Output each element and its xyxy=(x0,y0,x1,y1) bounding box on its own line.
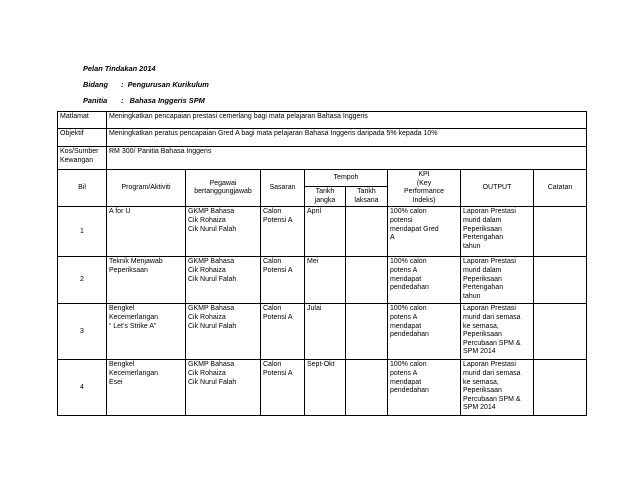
row-catatan xyxy=(534,304,587,360)
row-tarikh-laksana xyxy=(346,257,388,304)
row-kpi-line: pendedahan xyxy=(390,284,429,292)
col-tarikh-laksana-line: laksana xyxy=(354,196,379,204)
row-pegawai-line: GKMP Bahasa xyxy=(188,305,235,313)
row-kpi-line: pendedahan xyxy=(390,331,429,339)
panitia-value: : Bahasa Inggeris SPM xyxy=(121,96,205,105)
column-header-row xyxy=(58,170,587,187)
row-pegawai xyxy=(186,207,261,257)
row-kpi-line: mendapat xyxy=(390,275,422,283)
col-output: OUTPUT xyxy=(461,170,534,207)
row-sasaran-line: Calon xyxy=(263,361,282,369)
row-tarikh-jangka: April xyxy=(305,207,346,257)
row-output-line: Pertengahan xyxy=(463,234,504,242)
row-sasaran-line: Potensi A xyxy=(263,216,293,224)
plan-row xyxy=(58,207,587,257)
row-output-line: ke semasa, xyxy=(463,378,499,386)
row-sasaran-line: Potensi A xyxy=(263,266,293,274)
row-tarikh-jangka: Julai xyxy=(305,304,346,360)
row-output xyxy=(461,360,534,416)
row-output-line: Peperiksaan xyxy=(463,387,502,395)
row-kpi xyxy=(388,257,461,304)
row-output-line: Laporan Prestasi xyxy=(463,361,516,369)
row-program xyxy=(107,304,186,360)
row-program xyxy=(107,257,186,304)
action-plan-table xyxy=(57,111,587,416)
bidang-label: Bidang xyxy=(83,80,109,89)
row-program-line: Peperiksaan xyxy=(109,266,148,274)
row-sasaran xyxy=(261,257,305,304)
col-kpi xyxy=(388,170,461,207)
objektif-value: Meningkatkan peratus pencapaian Gred A bagi mata pelajaran Bahasa Inggeris daripada 5% kepada 10% xyxy=(107,129,587,147)
row-pegawai-line: Cik Rohaiza xyxy=(188,216,226,224)
row-output-line: Laporan Prestasi xyxy=(463,208,516,216)
row-pegawai-line: GKMP Bahasa xyxy=(188,361,235,369)
row-kpi-line: mendapat xyxy=(390,322,422,330)
row-kpi-line: A xyxy=(390,234,395,242)
kos-label-line: Kos/Sumber xyxy=(60,148,99,155)
row-output-line: Percubaan SPM & xyxy=(463,395,521,403)
row-program xyxy=(107,207,186,257)
row-pegawai-line: Cik Nurul Falah xyxy=(188,275,237,283)
objektif-label: Objektif xyxy=(58,129,107,147)
row-kpi-line: 100% calon xyxy=(390,208,427,216)
col-tarikh-jangka-line: Tarikh xyxy=(315,188,335,196)
row-sasaran xyxy=(261,207,305,257)
row-tarikh-laksana xyxy=(346,207,388,257)
row-output-line: tahun xyxy=(463,292,481,300)
row-kpi-line: 100% calon xyxy=(390,361,427,369)
row-sasaran xyxy=(261,360,305,416)
row-sasaran-line: Calon xyxy=(263,258,282,266)
col-tarikh-laksana-line: Tarikh xyxy=(357,188,376,196)
row-output-line: tahun xyxy=(463,242,481,250)
row-output-line: SPM 2014 xyxy=(463,404,496,412)
row-kpi xyxy=(388,207,461,257)
row-catatan xyxy=(534,207,587,257)
col-tarikh-laksana xyxy=(346,187,388,207)
row-pegawai xyxy=(186,304,261,360)
row-output-line: Pertengahan xyxy=(463,284,504,292)
row-output-line: Laporan Prestasi xyxy=(463,305,516,313)
row-output-line: murid dalam xyxy=(463,266,502,274)
row-program-line: Teknik Menjawab xyxy=(109,258,163,266)
row-kpi-line: mendapat Gred xyxy=(390,225,439,233)
row-tarikh-jangka: Mei xyxy=(305,257,346,304)
row-pegawai-line: Cik Rohaiza xyxy=(188,266,226,274)
row-program-line: “ Let’s Strike A” xyxy=(109,322,157,330)
row-tarikh-jangka: Sept-Okt xyxy=(305,360,346,416)
col-pegawai-line: Pegawai xyxy=(209,179,237,187)
row-output-line: SPM 2014 xyxy=(463,348,496,356)
row-tarikh-laksana xyxy=(346,304,388,360)
row-program-line: Bengkel xyxy=(109,305,135,313)
col-bil: Bil xyxy=(58,170,107,207)
objektif-row xyxy=(58,129,587,147)
row-program xyxy=(107,360,186,416)
matlamat-row xyxy=(58,112,587,129)
col-tarikh-jangka-line: jangka xyxy=(314,196,336,204)
row-output xyxy=(461,304,534,360)
row-bil: 1 xyxy=(58,207,107,257)
row-program-line: Kecemerlangan xyxy=(109,313,159,321)
col-tarikh-jangka xyxy=(305,187,346,207)
panitia-line xyxy=(83,96,205,105)
row-tarikh-laksana xyxy=(346,360,388,416)
plan-row xyxy=(58,257,587,304)
row-output-line: Peperiksaan xyxy=(463,331,502,339)
row-kpi-line: 100% calon xyxy=(390,305,427,313)
kos-label-line: Kewangan xyxy=(60,156,94,164)
row-kpi-line: potens A xyxy=(390,313,418,321)
row-output xyxy=(461,207,534,257)
row-sasaran-line: Potensi A xyxy=(263,369,293,377)
row-output-line: murid dari semasa xyxy=(463,369,521,377)
row-pegawai xyxy=(186,360,261,416)
row-output-line: Percubaan SPM & xyxy=(463,339,521,347)
col-kpi-line: Performance xyxy=(403,188,445,196)
kos-row xyxy=(58,147,587,170)
row-output xyxy=(461,257,534,304)
row-sasaran-line: Calon xyxy=(263,208,282,216)
row-catatan xyxy=(534,257,587,304)
row-kpi-line: potens A xyxy=(390,369,418,377)
col-pegawai xyxy=(186,170,261,207)
plan-rows xyxy=(58,207,587,416)
row-output-line: ke semasa, xyxy=(463,322,499,330)
plan-row xyxy=(58,304,587,360)
row-bil: 2 xyxy=(58,257,107,304)
row-kpi-line: pendedahan xyxy=(390,387,429,395)
row-kpi-line: mendapat xyxy=(390,378,422,386)
row-sasaran-line: Potensi A xyxy=(263,313,293,321)
row-kpi-line: potensi xyxy=(390,216,413,224)
col-tempoh: Tempoh xyxy=(305,170,388,187)
row-catatan xyxy=(534,360,587,416)
document-title: Pelan Tindakan 2014 xyxy=(83,64,156,73)
row-output-line: Peperiksaan xyxy=(463,225,502,233)
row-pegawai-line: Cik Rohaiza xyxy=(188,313,226,321)
row-program-line: Kecemerlangan xyxy=(109,369,159,377)
row-output-line: murid dalam xyxy=(463,216,502,224)
col-sasaran: Sasaran xyxy=(261,170,305,207)
row-kpi xyxy=(388,304,461,360)
row-kpi-line: potens A xyxy=(390,266,418,274)
panitia-label: Panitia xyxy=(83,96,108,105)
row-kpi-line: 100% calon xyxy=(390,258,427,266)
row-program-line: A for U xyxy=(109,208,131,216)
row-bil: 4 xyxy=(58,360,107,416)
row-kpi xyxy=(388,360,461,416)
row-pegawai xyxy=(186,257,261,304)
plan-row xyxy=(58,360,587,416)
row-pegawai-line: Cik Nurul Falah xyxy=(188,225,237,233)
row-output-line: murid dari semasa xyxy=(463,313,521,321)
row-pegawai-line: Cik Rohaiza xyxy=(188,369,226,377)
row-output-line: Laporan Prestasi xyxy=(463,258,516,266)
kos-value: RM 300/ Panitia Bahasa Inggeris xyxy=(107,147,587,170)
col-kpi-line: KPI xyxy=(418,171,430,178)
bidang-line xyxy=(83,80,209,89)
col-pegawai-line: bertanggungjawab xyxy=(194,188,252,196)
col-program: Program/Aktiviti xyxy=(107,170,186,207)
row-output-line: Peperiksaan xyxy=(463,275,502,283)
matlamat-label: Matlamat xyxy=(58,112,107,129)
row-program-line: Esei xyxy=(109,378,123,386)
row-sasaran-line: Calon xyxy=(263,305,282,313)
kos-label xyxy=(58,147,107,170)
row-sasaran xyxy=(261,304,305,360)
col-kpi-line: Indeks) xyxy=(412,196,436,204)
bidang-value: : Pengurusan Kurikulum xyxy=(121,80,209,89)
col-kpi-line: (Key xyxy=(416,179,432,187)
matlamat-value: Meningkatkan pencapaian prestasi cemerlang bagi mata pelajaran Bahasa Inggeris xyxy=(107,112,587,129)
row-pegawai-line: Cik Nurul Falah xyxy=(188,378,237,386)
row-pegawai-line: Cik Nurul Falah xyxy=(188,322,237,330)
row-program-line: Bengkel xyxy=(109,361,135,369)
col-catatan: Catatan xyxy=(534,170,587,207)
row-bil: 3 xyxy=(58,304,107,360)
row-pegawai-line: GKMP Bahasa xyxy=(188,258,235,266)
row-pegawai-line: GKMP Bahasa xyxy=(188,208,235,216)
